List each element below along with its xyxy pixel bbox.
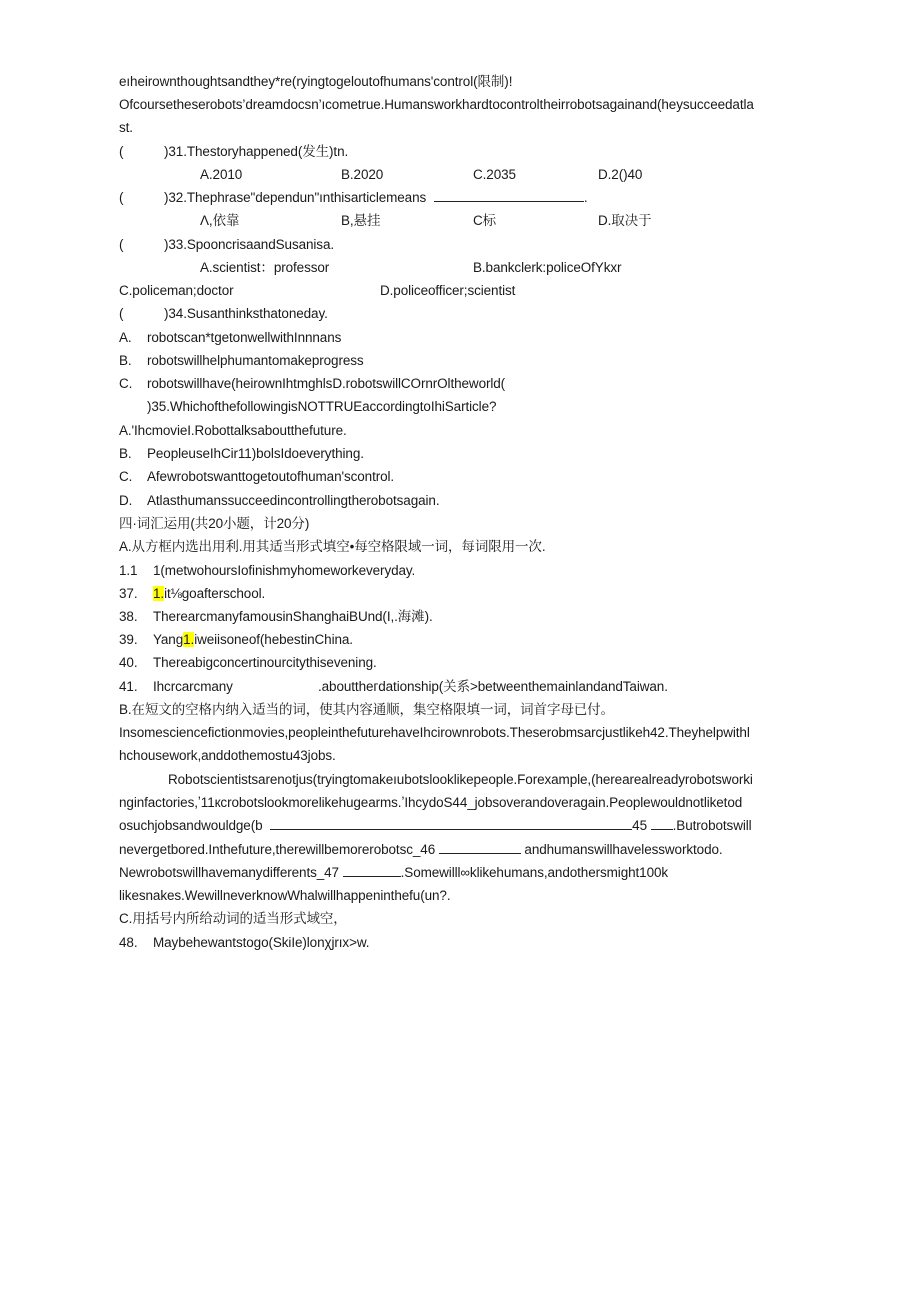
q35-option-d-label: D.	[119, 493, 133, 508]
q35-option-b-label: B.	[119, 446, 132, 461]
q33-paren: (	[119, 237, 124, 252]
passage-b-line-1: Insomesciencefictionmovies,peopleinthefuturehaveIhcirownrobots.Theserobmsarcjustlikeh42.Theyhelpwithl	[119, 725, 750, 740]
q33-option-b: B.bankclerk:policeOfYkxr	[473, 260, 622, 275]
passage-b-line-7-start: Newrobotswillhavemanydifferents_47	[119, 865, 339, 880]
section4-part-c-instructions: C.用括号内所给动词的适当形式域空，	[119, 911, 347, 926]
section4-part-a-instructions: A.从方框内选出用利.用其适当形式填空•每空格限域一词，每词限用一次.	[119, 539, 546, 554]
item39-body: iweiisoneof(hebestinChina.	[194, 632, 353, 647]
q33-option-d: D.policeofficer;scientist	[380, 283, 516, 298]
item39-pre: Yang	[153, 632, 184, 647]
q35-option-c-label: C.	[119, 469, 133, 484]
q31-option-c: C.2035	[473, 167, 516, 182]
passage-b-line-6-end: andhumanswillhavelessworktodo.	[524, 842, 723, 857]
q35-option-d: Atlasthumanssucceedincontrollingtherobotsagain.	[147, 493, 440, 508]
item37-highlight: 1.	[153, 586, 165, 601]
item40-number: 40.	[119, 655, 138, 670]
q31-option-b: B.2020	[341, 167, 384, 182]
passage-b-line-8: likesnakes.WewillneverknowWhalwillhappeninthefu(un?.	[119, 888, 451, 903]
q32-stem-end: .	[583, 190, 588, 205]
q32-paren: (	[119, 190, 124, 205]
item41-pre: Ihcrcarcmany	[153, 679, 233, 694]
passage-b-line-5-start: osuchjobsandwouldge(b	[119, 818, 263, 833]
passage-b-line-6-start: nevergetbored.Inthefuture,therewillbemorerobotsc_46	[119, 842, 436, 857]
item37-body: it⅛goafterschool.	[164, 586, 266, 601]
passage-b-line-2: hchousework,anddothemostu43jobs.	[119, 748, 336, 763]
q32-answer-blank[interactable]	[434, 188, 584, 202]
passage-b-line-4: nginfactories,ʼ11кcrobotslookmorelikehugearms.ʼIhcydoS44_jobsoverandoveragain.Peoplewouldnotliketod	[119, 795, 743, 810]
q35-option-a: A.'IhcmovieI.Robottalksaboutthefuture.	[119, 423, 347, 438]
q32-option-b: B,悬挂	[341, 213, 381, 228]
blank-45-tail[interactable]	[651, 816, 673, 830]
q34-option-b-label: B.	[119, 353, 132, 368]
blank-45[interactable]	[270, 816, 632, 830]
section4-part-b-instructions: B.在短文的空格内纳入适当的词，使其内容通顺，集空格限填一词，词首字母已付。	[119, 702, 614, 717]
q34-option-a: robotscan*tgetonwellwithInnnans	[147, 330, 342, 345]
passage-b-line-3: Robotscientistsarenotjus(tryingtomakeıubotslooklikepeople.Forexample,(herearealreadyrobotsworki	[168, 772, 753, 787]
q32-option-c: C标	[473, 213, 497, 228]
passage-b-line-7	[119, 863, 668, 883]
q35-option-c: Afewrobotswanttogetoutofhuman'scontrol.	[147, 469, 395, 484]
q31-option-d: D.2()40	[598, 167, 643, 182]
item37-text	[153, 584, 265, 604]
blank-47[interactable]	[343, 863, 401, 877]
q33-option-a: A.scientist：professor	[200, 260, 330, 275]
q32-stem	[164, 188, 587, 208]
q34-option-c: robotswillhave(heirownIhtmghlsD.robotswillCOrnrOltheworld(	[147, 376, 506, 391]
passage-line-2: Ofcoursetheserobots’dreamdocsn’ıcometrue.Humansworkhardtocontroltheirrobotsagainand(heysucceedatla	[119, 97, 754, 112]
passage-line-1: eıheirownthoughtsandthey*re(ryingtogeloutofhumans'control(限制)!	[119, 74, 513, 89]
q34-paren: (	[119, 306, 124, 321]
q33-stem: )33.SpooncrisaandSusanisa.	[164, 237, 335, 252]
item39-number: 39.	[119, 632, 138, 647]
passage-b-line-5-end: .Butrobotswill	[672, 818, 752, 833]
q31-paren: (	[119, 144, 124, 159]
item40-text: Thereabigconcertinourcitythisevening.	[153, 655, 377, 670]
blank-45-number: 45	[632, 818, 647, 833]
q34-stem: )34.Susanthinksthatoneday.	[164, 306, 328, 321]
q31-option-a: A.2010	[200, 167, 243, 182]
q35-option-b: PeopleuseIhCir11)bolsIdoeverything.	[147, 446, 364, 461]
q32-option-d: D.取决于	[598, 213, 652, 228]
item48-number: 48.	[119, 935, 138, 950]
q32-stem-text: )32.Thephrase"dependunʺınthisarticlemeans	[164, 190, 427, 205]
section4-heading: 四·词汇运用(共20小题，计20分)	[119, 516, 310, 531]
q32-option-a: Λ,依靠	[200, 213, 240, 228]
passage-line-3: st.	[119, 120, 133, 135]
q33-option-c: C.policeman;doctor	[119, 283, 234, 298]
item41-text: .abouttheгdationship(关系>betweenthemainlandandTaiwan.	[318, 679, 668, 694]
item41-number: 41.	[119, 679, 138, 694]
q31-stem: )31.Thestoryhappened(发生)tn.	[164, 144, 349, 159]
q34-option-c-label: C.	[119, 376, 133, 391]
item38-number: 38.	[119, 609, 138, 624]
q34-option-b: robotswillhelphumantomakeprogress	[147, 353, 364, 368]
q34-option-a-label: A.	[119, 330, 132, 345]
item37-number: 37.	[119, 586, 138, 601]
item39-highlight: 1.	[183, 632, 195, 647]
passage-b-line-6	[119, 840, 723, 860]
item39-text	[153, 630, 353, 650]
blank-46[interactable]	[439, 840, 521, 854]
q35-stem: )35.WhichofthefollowingisNOTTRUEaccordingtoIhiSarticle?	[147, 399, 497, 414]
item36-text: 1(metwohoursIofinishmyhomeworkeveryday.	[153, 563, 416, 578]
item38-text: TherearcmanyfamousinShanghaiBUnd(I,.海滩).	[153, 609, 433, 624]
item36-number: 1.1	[119, 563, 138, 578]
item48-text: Maybehewantstogo(SkiIe)lonχjrıx>w.	[153, 935, 370, 950]
passage-b-line-7-end: .Somewilll∞klikehumans,andothersmight100k	[400, 865, 669, 880]
passage-b-line-5	[119, 816, 752, 836]
